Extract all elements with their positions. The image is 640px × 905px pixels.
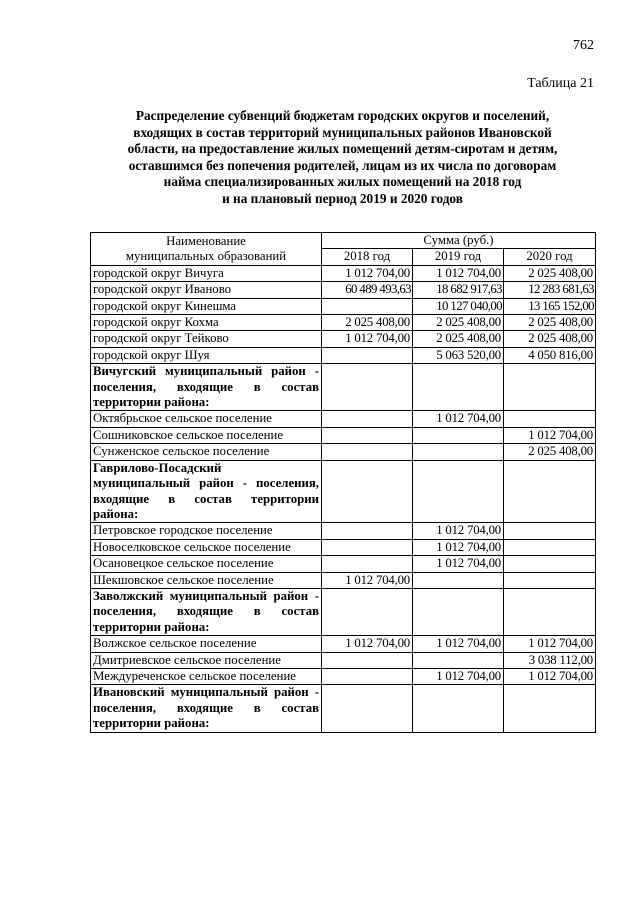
value-2019 [413, 460, 504, 523]
value-2020: 2 025 408,00 [504, 265, 596, 281]
district-heading-row [91, 685, 596, 732]
row-name: Шекшовское сельское поселение [91, 572, 322, 588]
table-row [91, 331, 596, 347]
value-2019 [413, 427, 504, 443]
title-line: найма специализированных жилых помещений на 2018 год [163, 174, 522, 190]
row-name: Сошниковское сельское поселение [91, 427, 322, 443]
value-2019: 10 127 040,00 [413, 298, 504, 314]
value-2019: 1 012 704,00 [413, 411, 504, 427]
table-row [91, 652, 596, 668]
value-2019: 2 025 408,00 [413, 331, 504, 347]
row-name: городской округ Иваново [91, 282, 322, 298]
table-row [91, 411, 596, 427]
value-2018: 1 012 704,00 [322, 265, 413, 281]
row-name: Волжское сельское поселение [91, 636, 322, 652]
row-name: Петровское городское поселение [91, 523, 322, 539]
value-2020 [504, 411, 596, 427]
value-2019: 1 012 704,00 [413, 668, 504, 684]
value-2020: 2 025 408,00 [504, 444, 596, 460]
row-name: Осановецкое сельское поселение [91, 556, 322, 572]
table-row [91, 572, 596, 588]
table-row [91, 523, 596, 539]
table-row [91, 556, 596, 572]
row-name: городской округ Вичуга [91, 265, 322, 281]
value-2020: 4 050 816,00 [504, 347, 596, 363]
value-2018 [322, 364, 413, 411]
value-2020 [504, 460, 596, 523]
value-2019: 1 012 704,00 [413, 556, 504, 572]
row-name: городской округ Кохма [91, 315, 322, 331]
title-line: области, на предоставление жилых помещений детям-сиротам и детям, [127, 141, 558, 157]
year-2019-header: 2019 год [413, 249, 504, 265]
document-title [90, 108, 595, 208]
value-2019 [413, 588, 504, 635]
table-row [91, 539, 596, 555]
value-2018 [322, 685, 413, 732]
value-2020: 13 165 152,00 [504, 298, 596, 314]
row-name: Новоселковское сельское поселение [91, 539, 322, 555]
title-line: входящих в состав территорий муниципальных районов Ивановской [133, 124, 552, 140]
value-2019 [413, 685, 504, 732]
value-2019 [413, 364, 504, 411]
value-2019 [413, 444, 504, 460]
value-2018 [322, 298, 413, 314]
value-2018: 1 012 704,00 [322, 636, 413, 652]
value-2018 [322, 588, 413, 635]
value-2020: 1 012 704,00 [504, 427, 596, 443]
value-2020: 1 012 704,00 [504, 636, 596, 652]
value-2020: 12 283 681,63 [504, 282, 596, 298]
row-name: городской округ Шуя [91, 347, 322, 363]
value-2019: 18 682 917,63 [413, 282, 504, 298]
subvention-table [90, 232, 596, 733]
header-row [91, 233, 596, 249]
value-2020 [504, 588, 596, 635]
value-2020 [504, 523, 596, 539]
row-name: Сунженское сельское поселение [91, 444, 322, 460]
value-2018 [322, 347, 413, 363]
value-2018 [322, 652, 413, 668]
table-row [91, 427, 596, 443]
name-header-line: муниципальных образований [125, 248, 287, 263]
district-heading-row [91, 460, 596, 523]
value-2020: 2 025 408,00 [504, 315, 596, 331]
value-2019: 2 025 408,00 [413, 315, 504, 331]
table-row [91, 668, 596, 684]
value-2018 [322, 427, 413, 443]
value-2019: 1 012 704,00 [413, 636, 504, 652]
row-name: Дмитриевское сельское поселение [91, 652, 322, 668]
value-2020 [504, 572, 596, 588]
table-row [91, 636, 596, 652]
name-header-line: Наименование [166, 233, 246, 248]
table-label: Таблица 21 [527, 76, 594, 91]
value-2018 [322, 556, 413, 572]
table-row [91, 315, 596, 331]
table-row [91, 282, 596, 298]
value-2018 [322, 523, 413, 539]
row-name: городской округ Кинешма [91, 298, 322, 314]
district-heading-row [91, 588, 596, 635]
value-2019: 1 012 704,00 [413, 265, 504, 281]
value-2020 [504, 685, 596, 732]
value-2018: 1 012 704,00 [322, 572, 413, 588]
value-2018 [322, 668, 413, 684]
value-2020: 3 038 112,00 [504, 652, 596, 668]
value-2020: 2 025 408,00 [504, 331, 596, 347]
value-2018: 2 025 408,00 [322, 315, 413, 331]
row-name: городской округ Тейково [91, 331, 322, 347]
district-heading: Ивановский муниципальный район - поселения, входящие в состав территории района: [91, 685, 322, 732]
value-2019: 1 012 704,00 [413, 539, 504, 555]
page-number: 762 [573, 38, 594, 53]
year-2018-header: 2018 год [322, 249, 413, 265]
title-line: Распределение субвенций бюджетам городских округов и поселений, [135, 108, 550, 123]
value-2020 [504, 539, 596, 555]
value-2018: 60 489 493,63 [322, 282, 413, 298]
table-row [91, 347, 596, 363]
year-2020-header: 2020 год [504, 249, 596, 265]
value-2018 [322, 444, 413, 460]
value-2019: 5 063 520,00 [413, 347, 504, 363]
sum-header: Сумма (руб.) [322, 233, 596, 249]
row-name: Октябрьское сельское поселение [91, 411, 322, 427]
value-2018 [322, 411, 413, 427]
district-heading: Вичугский муниципальный район - поселения, входящие в состав территории района: [91, 364, 322, 411]
title-line: и на плановый период 2019 и 2020 годов [222, 190, 463, 206]
value-2020 [504, 364, 596, 411]
table-row [91, 265, 596, 281]
district-heading: Гаврилово-Посадский муниципальный район - поселения, входящие в состав территории района: [91, 460, 322, 523]
title-line: оставшимся без попечения родителей, лицам из их числа по договорам [128, 157, 557, 173]
table-row [91, 298, 596, 314]
value-2018 [322, 460, 413, 523]
district-heading: Заволжский муниципальный район - поселения, входящие в состав территории района: [91, 588, 322, 635]
table-row [91, 444, 596, 460]
value-2020 [504, 556, 596, 572]
value-2019 [413, 572, 504, 588]
value-2020: 1 012 704,00 [504, 668, 596, 684]
value-2019: 1 012 704,00 [413, 523, 504, 539]
value-2018 [322, 539, 413, 555]
row-name: Междуреченское сельское поселение [91, 668, 322, 684]
district-heading-row [91, 364, 596, 411]
name-column-header [91, 233, 322, 266]
value-2019 [413, 652, 504, 668]
value-2018: 1 012 704,00 [322, 331, 413, 347]
